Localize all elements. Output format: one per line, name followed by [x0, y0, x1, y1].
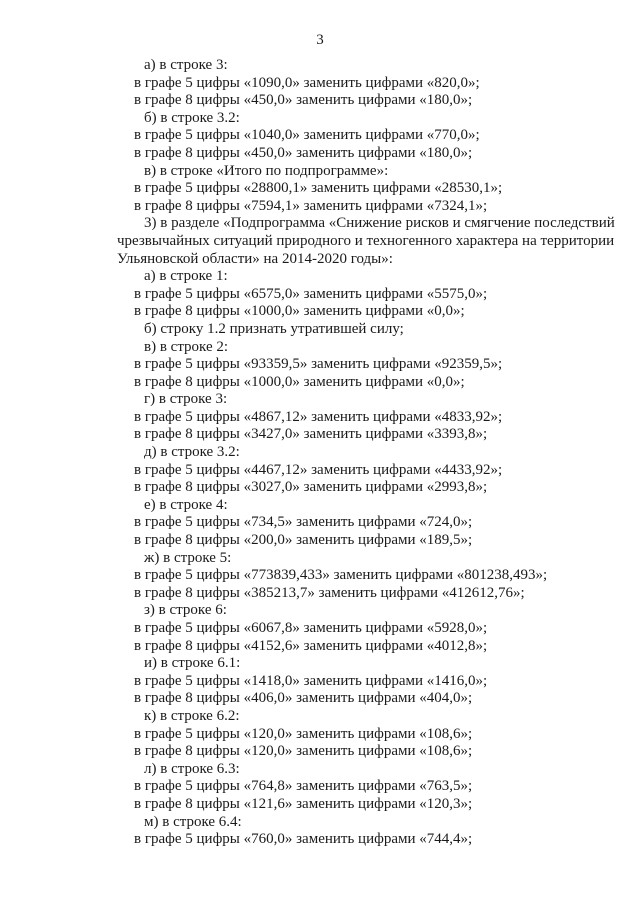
text-line: в графе 5 цифры «28800,1» заменить цифрами «28530,1»; — [134, 180, 503, 197]
text-line: в графе 8 цифры «3427,0» заменить цифрами «3393,8»; — [134, 426, 488, 443]
text-line: в графе 8 цифры «1000,0» заменить цифрами «0,0»; — [134, 373, 465, 390]
text-line: в графе 8 цифры «450,0» заменить цифрами «180,0»; — [134, 92, 473, 109]
text-line: в графе 5 цифры «120,0» заменить цифрами «108,6»; — [134, 725, 473, 742]
text-line: чрезвычайных ситуаций природного и техногенного характера на территории — [117, 232, 615, 249]
text-line: б) строку 1.2 признать утратившей силу; — [144, 320, 404, 337]
text-line: в) в строке «Итого по подпрограмме»: — [144, 162, 389, 179]
text-line: г) в строке 3: — [144, 391, 228, 408]
text-line: м) в строке 6.4: — [144, 813, 242, 830]
text-line: в графе 8 цифры «120,0» заменить цифрами «108,6»; — [134, 743, 473, 760]
text-line: в графе 8 цифры «3027,0» заменить цифрами «2993,8»; — [134, 479, 488, 496]
text-line: а) в строке 3: — [144, 57, 228, 73]
text-line: в графе 5 цифры «4867,12» заменить цифрами «4833,92»; — [134, 408, 503, 425]
text-line: в графе 5 цифры «734,5» заменить цифрами «724,0»; — [134, 514, 473, 531]
text-line: в графе 8 цифры «385213,7» заменить цифрами «412612,76»; — [134, 584, 525, 601]
text-line: е) в строке 4: — [144, 496, 228, 513]
text-line: в графе 8 цифры «450,0» заменить цифрами «180,0»; — [134, 144, 473, 161]
text-line: в графе 8 цифры «1000,0» заменить цифрами «0,0»; — [134, 303, 465, 320]
text-line: в графе 8 цифры «121,6» заменить цифрами «120,3»; — [134, 795, 473, 812]
text-line: в графе 5 цифры «4467,12» заменить цифрами «4433,92»; — [134, 461, 503, 478]
text-line: Ульяновской области» на 2014-2020 годы»: — [117, 250, 393, 267]
text-line: в графе 5 цифры «6575,0» заменить цифрами «5575,0»; — [134, 285, 488, 302]
text-line: в графе 5 цифры «93359,5» заменить цифрами «92359,5»; — [134, 356, 503, 373]
text-line: д) в строке 3.2: — [144, 444, 240, 461]
text-line: ж) в строке 5: — [144, 549, 232, 566]
text-line: 3) в разделе «Подпрограмма «Снижение рисков и смягчение последствий — [144, 215, 615, 232]
text-line: в графе 5 цифры «1090,0» заменить цифрами «820,0»; — [134, 74, 480, 91]
text-line: в графе 5 цифры «773839,433» заменить цифрами «801238,493»; — [134, 567, 548, 584]
text-line: в графе 8 цифры «7594,1» заменить цифрами «7324,1»; — [134, 197, 488, 214]
text-line: в) в строке 2: — [144, 338, 229, 355]
text-line: к) в строке 6.2: — [144, 707, 240, 724]
amendments-text — [0, 57, 640, 849]
text-line: в графе 8 цифры «406,0» заменить цифрами «404,0»; — [134, 690, 473, 707]
text-line: в графе 5 цифры «1418,0» заменить цифрами «1416,0»; — [134, 672, 488, 689]
text-line: и) в строке 6.1: — [144, 655, 241, 672]
page-number: 3 — [316, 32, 324, 48]
text-line: в графе 8 цифры «4152,6» заменить цифрами «4012,8»; — [134, 637, 488, 654]
text-line: а) в строке 1: — [144, 268, 228, 285]
text-line: в графе 8 цифры «200,0» заменить цифрами «189,5»; — [134, 532, 473, 549]
text-line: з) в строке 6: — [144, 602, 227, 619]
text-line: в графе 5 цифры «760,0» заменить цифрами «744,4»; — [134, 831, 473, 848]
text-line: л) в строке 6.3: — [144, 760, 240, 777]
text-line: в графе 5 цифры «1040,0» заменить цифрами «770,0»; — [134, 127, 480, 144]
text-line: в графе 5 цифры «764,8» заменить цифрами «763,5»; — [134, 778, 473, 795]
text-line: б) в строке 3.2: — [144, 109, 240, 126]
text-line: в графе 5 цифры «6067,8» заменить цифрами «5928,0»; — [134, 620, 488, 636]
